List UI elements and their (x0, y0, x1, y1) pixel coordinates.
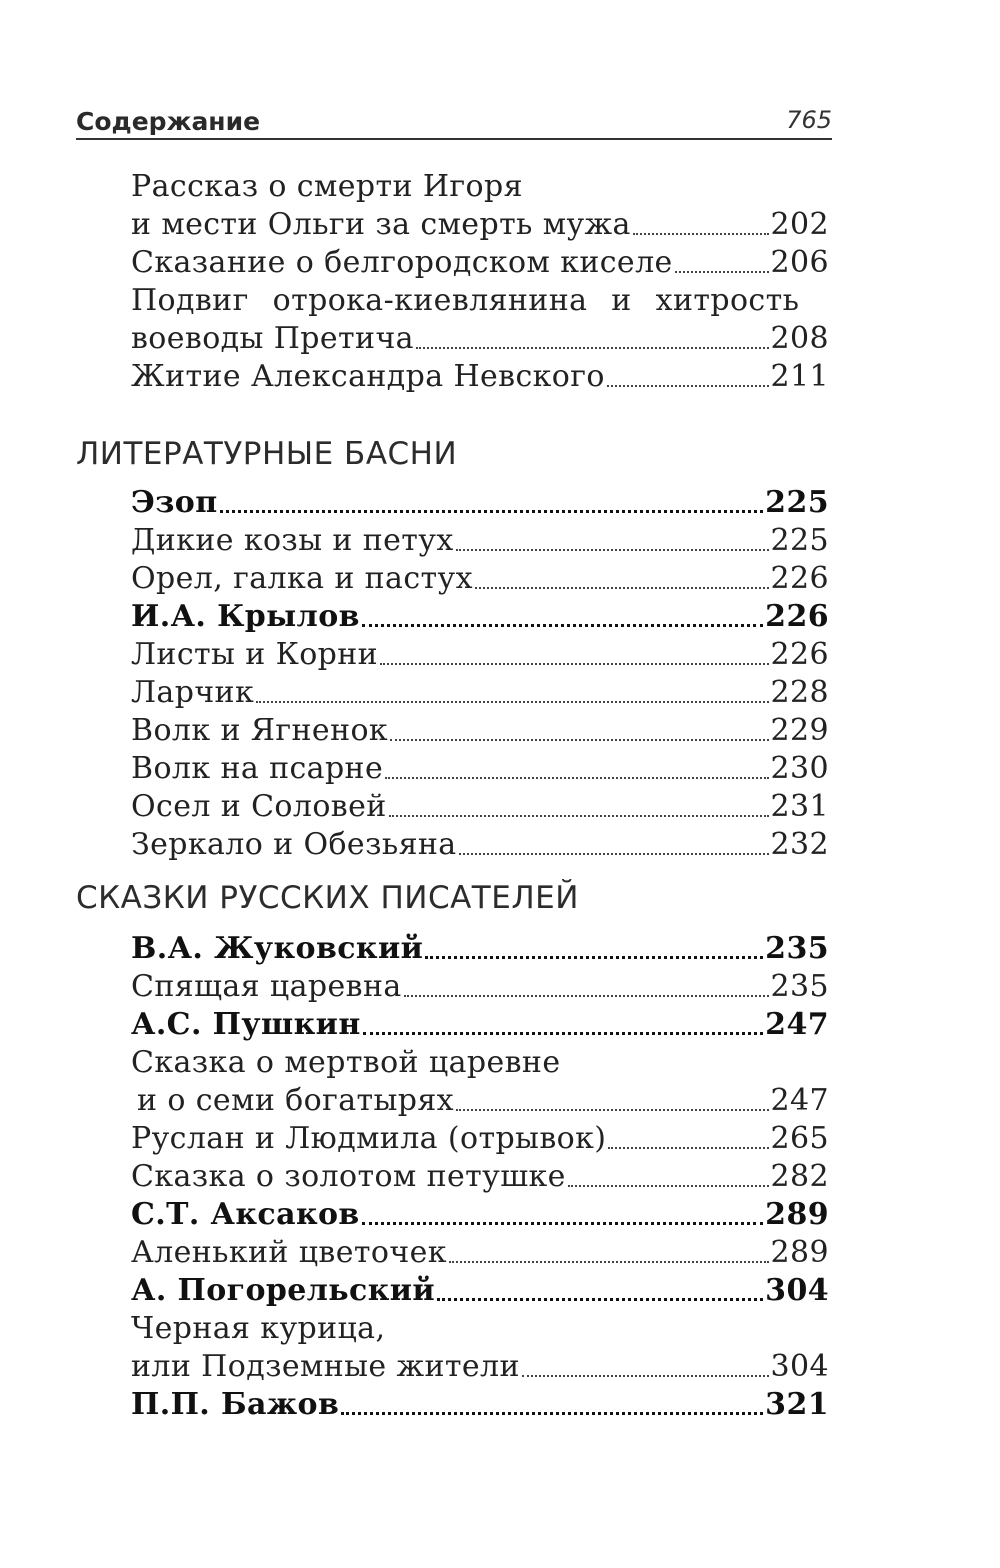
toc-entry-page: 225 (765, 485, 829, 520)
dot-leader (425, 955, 763, 959)
toc-entry-title: Волк и Ягненок (131, 713, 389, 748)
dot-leader (456, 548, 769, 551)
toc-entry-title: И.А. Крылов (131, 599, 360, 634)
dot-leader (437, 1297, 763, 1301)
dot-leader (385, 776, 768, 779)
dot-leader (675, 270, 769, 273)
toc-entry-page: 235 (765, 931, 829, 966)
toc-entry-title: А. Погорельский (131, 1273, 436, 1308)
toc-entry-page: 235 (770, 969, 829, 1004)
toc-author-aksakov (131, 1196, 829, 1234)
toc-entry-page: 202 (770, 207, 829, 242)
toc-entry-page: 206 (770, 245, 829, 280)
toc-entry-kuritsa-line1: Черная курица, (131, 1311, 386, 1346)
toc-entry-igor (131, 206, 829, 244)
toc-entry-title: Руслан и Людмила (отрывок) (131, 1121, 607, 1156)
toc-entry-title: воеводы Претича (131, 321, 414, 356)
dot-leader (608, 1146, 768, 1149)
toc-entry (131, 750, 829, 788)
toc-entry (131, 522, 829, 560)
toc-author-bazhov (131, 1386, 829, 1424)
toc-entry-nevsky (131, 358, 829, 396)
toc-entry (131, 674, 829, 712)
dot-leader (459, 852, 769, 855)
toc-entry-title: и мести Ольги за смерть мужа (131, 207, 631, 242)
toc-entry-page: 289 (765, 1197, 829, 1232)
dot-leader (522, 1374, 769, 1377)
dot-leader (449, 1260, 769, 1263)
toc-entry-mertvaya-line1: Сказка о мертвой царевне (131, 1045, 561, 1080)
toc-author-ezop (131, 484, 829, 522)
toc-entry-otrok-line1: Подвиг отрока-киевлянина и хитрость (131, 283, 800, 318)
toc-entry-page: 226 (770, 637, 829, 672)
dot-leader (475, 586, 769, 589)
dot-leader (633, 232, 769, 235)
toc-entry-page: 226 (765, 599, 829, 634)
toc-entry-title: П.П. Бажов (131, 1387, 340, 1422)
toc-entry-title: Ларчик (131, 675, 255, 710)
toc-entry (131, 636, 829, 674)
toc-entry (131, 788, 829, 826)
toc-entry-title: Сказание о белгородском киселе (131, 245, 673, 280)
dot-leader (416, 346, 769, 349)
toc-entry-title: В.А. Жуковский (131, 931, 424, 966)
toc-entry-kuritsa (131, 1348, 829, 1386)
page-number: 765 (786, 106, 832, 134)
toc-entry-title: С.Т. Аксаков (131, 1197, 360, 1232)
dot-leader (256, 700, 768, 703)
toc-entry-otrok (131, 320, 829, 358)
toc-entry-title: Сказка о золотом петушке (131, 1159, 566, 1194)
toc-entry-page: 282 (770, 1159, 829, 1194)
toc-entry-page: 247 (765, 1007, 829, 1042)
toc-entry-title: Эзоп (131, 485, 218, 520)
toc-entry-page: 321 (765, 1387, 829, 1422)
toc-entry-title: Листы и Корни (131, 637, 379, 672)
toc-entry-title: А.С. Пушкин (131, 1007, 361, 1042)
toc-entry-page: 304 (765, 1273, 829, 1308)
toc-entry (131, 560, 829, 598)
dot-leader (341, 1411, 763, 1415)
toc-entry-page: 208 (770, 321, 829, 356)
toc-entry-title: Орел, галка и пастух (131, 561, 473, 596)
toc-entry-page: 289 (770, 1235, 829, 1270)
toc-entry-title: Дикие козы и петух (131, 523, 454, 558)
toc-entry (131, 1158, 829, 1196)
toc-entry-title: Аленький цветочек (131, 1235, 447, 1270)
toc-entry-title: Спящая царевна (131, 969, 402, 1004)
toc-entry-mertvaya (137, 1082, 829, 1120)
toc-entry-igor-line1: Рассказ о смерти Игоря (131, 169, 523, 204)
toc-entry (131, 1120, 829, 1158)
toc-entry-title: Зеркало и Обезьяна (131, 827, 457, 862)
toc-author-zhukovsky (131, 930, 829, 968)
dot-leader (607, 384, 769, 387)
toc-entry-page: 230 (770, 751, 829, 786)
toc-entry (131, 712, 829, 750)
dot-leader (362, 623, 763, 627)
toc-entry-page: 231 (770, 789, 829, 824)
toc-author-pushkin (131, 1006, 829, 1044)
dot-leader (568, 1184, 769, 1187)
toc-entry (131, 826, 829, 864)
toc-entry-page: 232 (770, 827, 829, 862)
toc-entry-title: Житие Александра Невского (131, 359, 605, 394)
toc-entry (131, 968, 829, 1006)
dot-leader (220, 509, 764, 513)
toc-entry-title: Осел и Соловей (131, 789, 387, 824)
dot-leader (389, 814, 769, 817)
toc-entry-title: и о семи богатырях (137, 1083, 454, 1118)
toc-entry-title: Волк на псарне (131, 751, 384, 786)
toc-entry-page: 265 (770, 1121, 829, 1156)
toc-author-pogorelsky (131, 1272, 829, 1310)
toc-author-krylov (131, 598, 829, 636)
dot-leader (362, 1221, 764, 1225)
dot-leader (390, 738, 768, 741)
dot-leader (380, 662, 768, 665)
section-heading-tales: СКАЗКИ РУССКИХ ПИСАТЕЛЕЙ (76, 880, 579, 916)
section-heading-fables: ЛИТЕРАТУРНЫЕ БАСНИ (76, 436, 458, 472)
toc-entry-page: 228 (770, 675, 829, 710)
toc-entry-kisel (131, 244, 829, 282)
dot-leader (363, 1031, 763, 1035)
toc-entry-page: 304 (770, 1349, 829, 1384)
toc-entry-page: 226 (770, 561, 829, 596)
toc-entry-page: 229 (770, 713, 829, 748)
toc-entry (131, 1234, 829, 1272)
dot-leader (404, 994, 769, 997)
running-header-title: Содержание (76, 107, 261, 136)
toc-entry-page: 211 (770, 359, 829, 394)
toc-entry-page: 247 (770, 1083, 829, 1118)
toc-entry-page: 225 (770, 523, 829, 558)
dot-leader (456, 1108, 769, 1111)
toc-entry-title: или Подземные жители (131, 1349, 520, 1384)
